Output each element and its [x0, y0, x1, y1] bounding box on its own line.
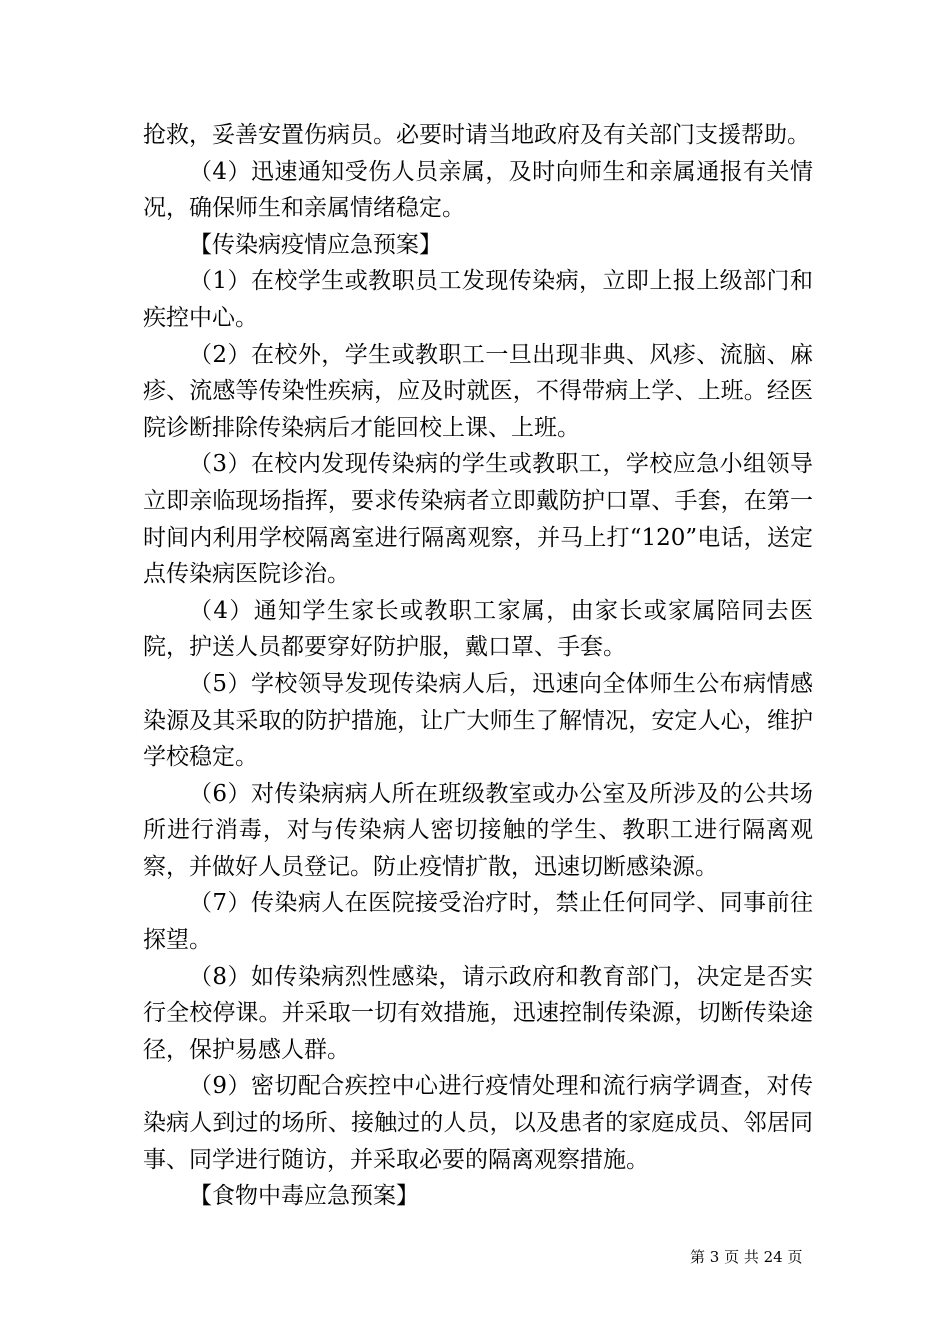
- paragraph-item-6: （6）对传染病病人所在班级教室或办公室及所涉及的公共场所进行消毒，对与传染病人密切接触的学生、教职工进行隔离观察，并做好人员登记。防止疫情扩散，迅速切断感染源。: [143, 780, 813, 880]
- paragraph-item-3: （3）在校内发现传染病的学生或教职工，学校应急小组领导立即亲临现场指挥，要求传染病者立即戴防护口罩、手套，在第一时间内利用学校隔离室进行隔离观察，并马上打“120”电话，送定点传染病医院诊治。: [143, 451, 813, 588]
- paragraph-item-4-notify-relatives: （4）迅速通知受伤人员亲属，及时向师生和亲属通报有关情况，确保师生和亲属情绪稳定。: [143, 158, 813, 222]
- document-body: [143, 117, 813, 1215]
- section-heading-food-poisoning-plan: 【食物中毒应急预案】: [189, 1183, 419, 1210]
- section-heading-epidemic-plan: 【传染病疫情应急预案】: [189, 231, 442, 258]
- paragraph-item-9: （9）密切配合疾控中心进行疫情处理和流行病学调查，对传染病人到过的场所、接触过的人员，以及患者的家庭成员、邻居同事、同学进行随访，并采取必要的隔离观察措施。: [143, 1073, 813, 1173]
- paragraph-item-1: （1）在校学生或教职员工发现传染病，立即上报上级部门和疾控中心。: [143, 268, 813, 331]
- paragraph-item-4: （4）通知学生家长或教职工家属，由家长或家属陪同去医院，护送人员都要穿好防护服，戴口罩、手套。: [143, 597, 813, 661]
- page-number-footer: 第 3 页 共 24 页: [690, 1248, 803, 1266]
- paragraph-item-8: （8）如传染病烈性感染，请示政府和教育部门，决定是否实行全校停课。并采取一切有效措施，迅速控制传染源，切断传染途径，保护易感人群。: [143, 963, 813, 1063]
- paragraph-continuation: 抢救，妥善安置伤病员。必要时请当地政府及有关部门支援帮助。: [143, 122, 810, 148]
- paragraph-item-2: （2）在校外，学生或教职工一旦出现非典、风疹、流脑、麻疹、流感等传染性疾病，应及时就医，不得带病上学、上班。经医院诊断排除传染病后才能回校上课、上班。: [143, 341, 813, 441]
- paragraph-item-7: （7）传染病人在医院接受治疗时，禁止任何同学、同事前往探望。: [143, 890, 813, 954]
- paragraph-item-5: （5）学校领导发现传染病人后，迅速向全体师生公布病情感染源及其采取的防护措施，让广大师生了解情况，安定人心，维护学校稳定。: [143, 670, 813, 771]
